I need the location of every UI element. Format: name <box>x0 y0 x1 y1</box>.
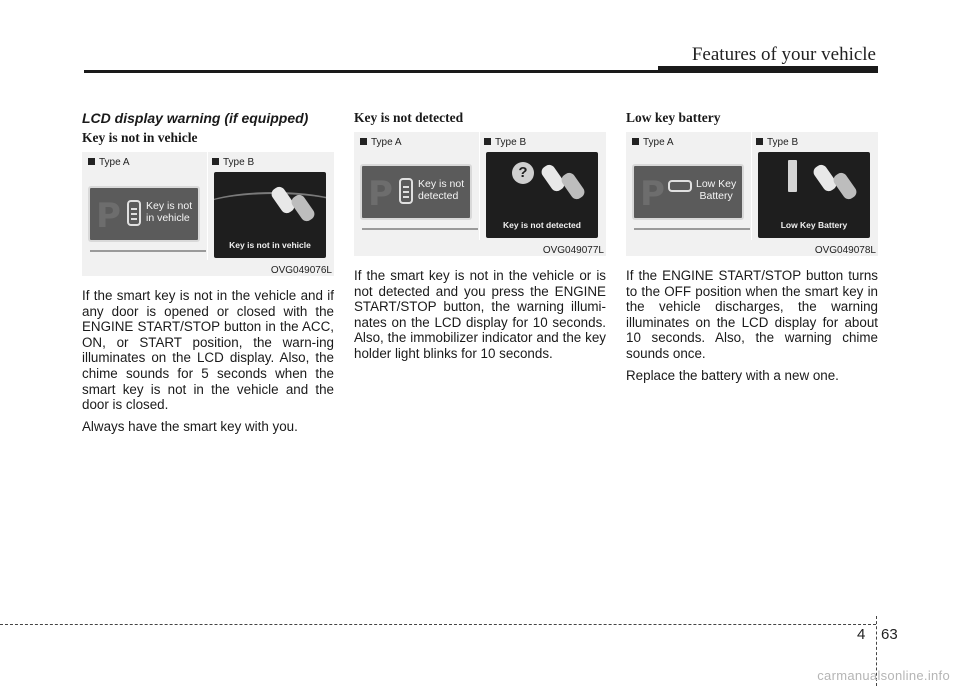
lcd-message: Key is not detected <box>418 178 465 202</box>
section-title: LCD display warning (if equipped) <box>82 110 309 126</box>
bullet-square-icon <box>484 138 491 145</box>
page-number: 63 <box>881 626 898 643</box>
figure-code: OVG049077L <box>542 245 604 256</box>
bullet-square-icon <box>632 138 639 145</box>
park-p-icon: P <box>96 196 121 236</box>
body-paragraph: Replace the battery with a new one. <box>626 367 839 383</box>
figure-low-key-battery <box>626 132 878 256</box>
body-paragraph: If the smart key is not in the vehicle and if any door is opened or closed with the ENGINE START/STOP button in the ACC, ON, or START position, the warn-ing illuminates on the LCD display. Also, the chime sounds for 5 seconds when the smart key is not in the vehicle and the door is closed. <box>82 288 334 413</box>
lcd-display-type-b <box>486 152 598 238</box>
type-a-label: Type A <box>360 137 402 148</box>
lcd-display-type-a <box>88 186 200 242</box>
figure-code: OVG049078L <box>814 245 876 256</box>
type-a-label: Type A <box>632 137 674 148</box>
smart-key-icon <box>399 178 413 204</box>
lcd-message: Key is not in vehicle <box>146 200 193 224</box>
column-key-not-in-vehicle <box>82 110 334 440</box>
column-low-key-battery <box>626 110 878 389</box>
figure-divider <box>207 152 208 260</box>
figure-code: OVG049076L <box>270 265 332 276</box>
lcd-display-type-a <box>632 164 744 220</box>
lcd-display-type-a <box>360 164 472 220</box>
lcd-message: Low Key Battery <box>696 178 737 202</box>
lcd-message: Key is not detected <box>503 220 581 230</box>
lcd-underline <box>90 250 206 252</box>
type-b-label: Type B <box>484 137 526 148</box>
running-header-title: Features of your vehicle <box>691 44 876 65</box>
footer-rule <box>0 624 876 625</box>
figure-divider <box>751 132 752 240</box>
body-paragraph: If the ENGINE START/STOP button turns to the OFF position when the smart key in the vehicle discharges, the warning illuminates on the LCD display for about 10 seconds. Also, the warning chime sounds once. <box>626 268 878 361</box>
bullet-square-icon <box>756 138 763 145</box>
bullet-square-icon <box>212 158 219 165</box>
subsection-heading: Key is not detected <box>354 110 464 125</box>
type-a-label: Type A <box>88 157 130 168</box>
lcd-message: Low Key Battery <box>780 220 848 230</box>
column-key-not-detected <box>354 110 606 368</box>
lcd-display-type-b <box>758 152 870 238</box>
battery-icon <box>788 160 797 192</box>
body-paragraph: Always have the smart key with you. <box>82 418 298 434</box>
type-b-label: Type B <box>756 137 798 148</box>
figure-key-not-in-vehicle <box>82 152 334 276</box>
header-rule-accent <box>658 66 878 73</box>
bullet-square-icon <box>360 138 367 145</box>
question-mark-icon: ? <box>512 162 534 184</box>
battery-icon <box>668 180 692 192</box>
subsection-heading: Key is not in vehicle <box>82 130 198 145</box>
figure-divider <box>479 132 480 240</box>
lcd-message: Key is not in vehicle <box>229 240 311 250</box>
body-paragraph: If the smart key is not in the vehicle or is not detected and you press the ENGINE START/STOP button, the warning illumi-nates on the LCD display for 10 seconds. Also, the immobilizer indicator and the key holder light blinks for 10 seconds. <box>354 268 606 361</box>
type-b-label: Type B <box>212 157 254 168</box>
chapter-number: 4 <box>857 626 866 643</box>
watermark: carmanualsonline.info <box>817 668 950 683</box>
subsection-heading: Low key battery <box>626 110 721 125</box>
lcd-display-type-b <box>214 172 326 258</box>
park-p-icon: P <box>640 174 665 214</box>
lcd-underline <box>362 228 478 230</box>
bullet-square-icon <box>88 158 95 165</box>
park-p-icon: P <box>368 174 393 214</box>
lcd-underline <box>634 228 750 230</box>
figure-key-not-detected <box>354 132 606 256</box>
smart-key-icon <box>127 200 141 226</box>
